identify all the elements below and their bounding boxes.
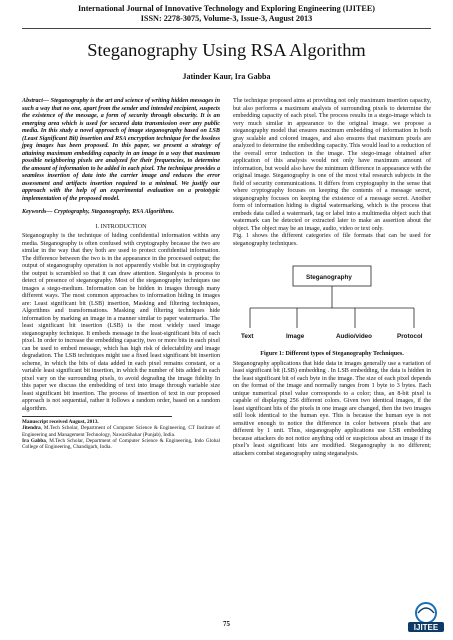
right-paragraph-2: Fig. 1 shows the different categories of file formats that can be used for steganography techniques. bbox=[233, 233, 431, 247]
figure-1 bbox=[233, 252, 431, 348]
figure-leaf-protocol: Protocol bbox=[397, 333, 423, 340]
journal-logo bbox=[404, 600, 448, 634]
left-column bbox=[22, 98, 220, 450]
header-rule bbox=[22, 28, 431, 29]
footnote-author1-name: Jitendra bbox=[22, 425, 41, 432]
paper-title: Steganography Using RSA Algorithm bbox=[87, 40, 366, 60]
svg-text:IJITEE: IJITEE bbox=[413, 623, 439, 632]
journal-issn: ISSN: 2278-3075, Volume-3, Issue-3, August 2013 bbox=[140, 14, 313, 23]
journal-header bbox=[0, 4, 453, 24]
figure-leaf-text: Text bbox=[241, 333, 254, 340]
footnote-received: Manuscript received August, 2013. bbox=[22, 419, 99, 425]
footnote-author1: , M.Tech Scholar, Department of Computer Science & Engineering, CT Institute of Engineering and Management Technology, NawanShahar (Punjab), India. bbox=[22, 425, 220, 438]
paper-authors: Jatinder Kaur, Ira Gabba bbox=[182, 72, 271, 81]
abstract: Abstract— Steganography is the art and science of writing hidden messages in such a way that no one, apart from the sender and intended recipient, suspects the existence of the message, a form of security through obscurity. It is an emerging area which is used for secured data transmission over any public media. In this study a novel approach of image steganography based on LSB (Least Significant Bit) insertion and RSA encryption technique for the lossless jpeg images has been proposed. In this paper, we present a strategy of attaining maximum embedding capacity in an image in a way that maximum possible neighboring pixels are analyzed for their frequencies, to determine the amount of information to be added in each pixel. The technique provides a seamless insertion of data into the carrier image and reduces the error assessment and artifacts insertion required to a minimal. We justify our approach with the help of an experimental evaluation on a prototypic implementation of the proposed model. bbox=[22, 98, 220, 202]
figure-leaf-audio-video: Audio/video bbox=[336, 333, 373, 340]
keywords: Keywords— Cryptography, Steganography, RSA Algorithms. bbox=[22, 209, 175, 215]
footnote-author2: , M.Tech Scholar, Department of Computer Science & Engineering, Indo Global College of Engineering, Chandigarh, India. bbox=[22, 437, 220, 451]
right-paragraph-3: Steganography applications that hide data in images generally use a variation of least significant bit (LSB) embedding . In LSB embedding, the data is hidden in the least significant bit of each byte in the image. The size of each pixel depends on the format of the image and normally ranges from 1 byte to 3 bytes. Each unique numerical pixel value corresponds to a color; thus, an 8-bit pixel is capable of displaying 256 different colors. Given two identical images, if the least significant bits of the pixels in one image are changed, then the two images still look identical to the human eye. This is because the human eye is not sensitive enough to notice the difference in color between pixels that are different by 1 unit. Thus, steganography applications use LSB embedding because attackers do not notice anything odd or suspicious about an image if its pixel’s least significant bits are modified. Steganography is no different; attackers combat steganography using steganalysis. bbox=[233, 360, 431, 457]
footnote-rule bbox=[22, 416, 172, 417]
right-column bbox=[233, 98, 431, 458]
journal-logo-icon bbox=[404, 600, 448, 634]
intro-paragraph: Steganography is the technique of hiding confidential information within any media. Steganography is often confused with cryptography because the two are similar in the way that they both are used to protect confidential information. The difference between the two is in the appearance in the processed output; the output of steganography operation is not apparently visible but in cryptography the output is scrambled so that it can draw attention. Steganlysis is process to detect of presence of steganography. Most of the steganography techniques use images a stego-medium. Information can be hidden in images through many different ways. The most common approaches to information hiding in images are: Least significant bit (LSB) insertion, Masking and filtering techniques, Algorithms and transformations. Masking and filtering techniques hide information by marking an image in a manner similar to paper watermarks. The least significant bit insertion (LSB) is the most widely used image steganography technique. It embeds message in the least-significant bits of each pixel. In order to increase the embedding capacity, two or more bits in each pixel can be used to embed message, which has high risk of delectability and image degradation. The LSB techniques might use a fixed least significant bit insertion scheme, in which the bits of data added in each pixel remains constant, or a variable least significant bit insertion, in which the number of bits added in each pixel vary on the surrounding pixels, to avoid degrading the image fidelity In this paper we discuss the embedding of text into image through variable size least significant bit insertion. The process of insertion of text in our proposed approach is not sequential, rather it follows a random order, based on a random algorithm. bbox=[22, 233, 220, 412]
journal-name: International Journal of Innovative Technology and Exploring Engineering (IJITEE) bbox=[77, 4, 376, 13]
footnote bbox=[22, 419, 220, 450]
page-number: 75 bbox=[223, 620, 230, 628]
figure-root-label: Steganography bbox=[306, 274, 352, 281]
footnote-author2-name: Ira Gabba bbox=[22, 437, 46, 444]
figure-leaf-image: Image bbox=[286, 333, 305, 340]
intro-heading: I. INTRODUCTION bbox=[95, 223, 147, 230]
right-paragraph-1: The technique proposed aims at providing not only maximum insertion capacity, but also performs a maximum analysis of surrounding pixels to determine the embedding capacity of each pixel. The process results in a stego-image which is very much similar in appearance to the original image. we propose a steganography model that ensures maximum embedding of information in both gray scalable and colored images, and also ensures that maximum pixels are analyzed to determine the embedding capacity. This would lead to a reduction of the overall error induction in the image. The stego-image obtained after application of this analysis would not only have maximum amount of information, but would also have the minimum difference in appearance with the original image. Steganography is one of the most vital research subjects in the field of security communications. It differs from cryptography in the sense that where cryptography focuses on keeping the contents of a message secret, steganography focuses on keeping the existence of a message secret. Another form of information hiding is digital watermarking, which is the process that embeds data called a watermark, tag or label into a multimedia object such that watermark can be detected or extracted later to make an assertion about the object. The object may be an image, audio, video or text only. bbox=[233, 98, 431, 232]
figure-caption: Figure 1: Different types of Steganography Techniques. bbox=[260, 351, 404, 357]
